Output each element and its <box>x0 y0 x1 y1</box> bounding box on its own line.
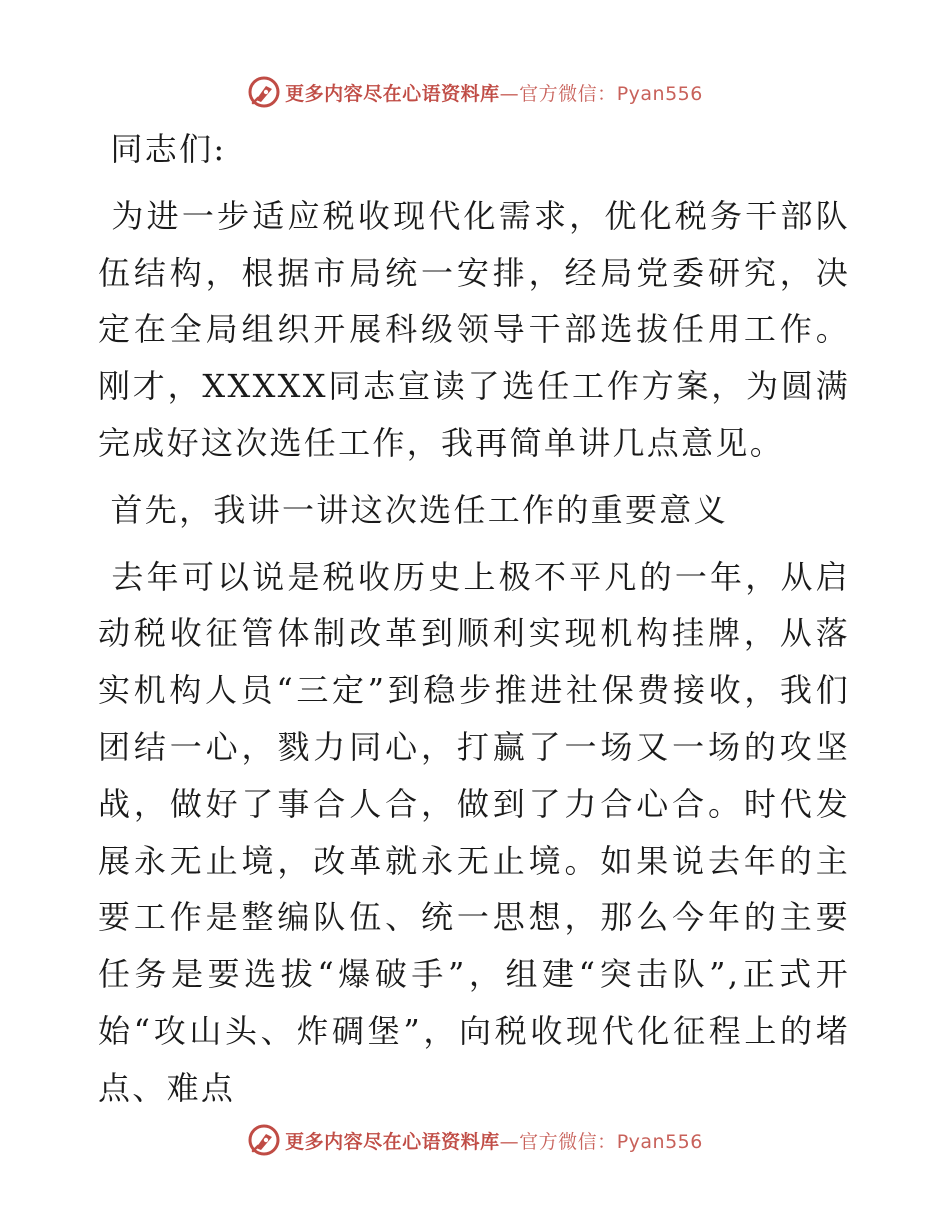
document-body <box>98 121 850 1117</box>
watermark-brand: 更多内容尽在心语资料库 <box>285 1130 500 1153</box>
watermark-dash: — <box>499 82 520 105</box>
greeting: 同志们: <box>98 130 227 168</box>
watermark-wechat-id: Pyan556 <box>616 82 703 105</box>
watermark-wechat-label: 官方微信： <box>519 1130 617 1153</box>
watermark-wechat-id: Pyan556 <box>616 1130 703 1153</box>
pen-nib-logo-icon <box>247 75 281 109</box>
paragraph-intro: 为进一步适应税收现代化需求，优化税务干部队伍结构，根据市局统一安排，经局党委研究，决定在全局组织开展科级领导干部选拔任用工作。刚才，XXXXX同志宣读了选任工作方案，为圆满完成好这次选任工作，我再简单讲几点意见。 <box>98 196 850 462</box>
watermark-footer <box>0 1120 950 1160</box>
paragraph-significance: 去年可以说是税收历史上极不平凡的一年，从启动税收征管体制改革到顺利实现机构挂牌，从落实机构人员“三定”到稳步推进社保费接收，我们团结一心，戮力同心，打赢了一场又一场的攻坚战，做好了事合人合，做到了力合心合。时代发展永无止境，改革就永无止境。如果说去年的主要工作是整编队伍、统一思想，那么今年的主要任务是要选拔“爆破手”，组建“突击队”,正式开始“攻山头、炸碉堡”，向税收现代化征程上的堵点、难点 <box>98 557 850 1107</box>
watermark-wechat-label: 官方微信： <box>519 82 617 105</box>
watermark-brand: 更多内容尽在心语资料库 <box>285 82 500 105</box>
pen-nib-logo-icon <box>247 1123 281 1157</box>
watermark-header <box>0 72 950 112</box>
watermark-text <box>285 1127 703 1154</box>
watermark-text <box>285 79 703 106</box>
watermark-dash: — <box>499 1130 520 1153</box>
section-heading: 首先，我讲一讲这次选任工作的重要意义 <box>98 490 728 529</box>
